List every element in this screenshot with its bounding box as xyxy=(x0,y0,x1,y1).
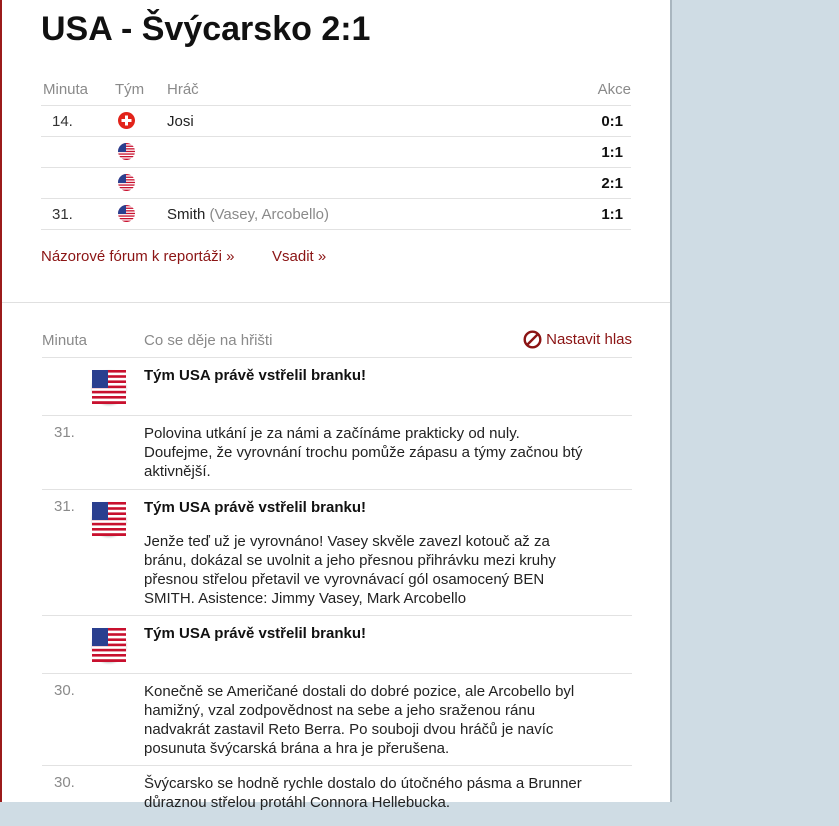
goal-assist: (Vasey, Arcobello) xyxy=(209,206,330,223)
goal-player: Smith (Vasey, Arcobello) xyxy=(167,206,330,223)
event-minute: 30. xyxy=(54,682,75,699)
event-headline: Tým USA právě vstřelil branku! xyxy=(144,625,367,642)
event-headline: Tým USA právě vstřelil branku! xyxy=(144,499,367,516)
event-body: Švýcarsko se hodně rychle dostalo do útočného pásma a Brunner důraznou střelou protáhl Connora Hellebucka. xyxy=(144,775,582,811)
list-item xyxy=(42,766,632,826)
goals-table-header xyxy=(41,76,631,106)
set-voice-label: Nastavit hlas xyxy=(546,331,632,348)
usa-flag-icon xyxy=(92,370,126,404)
event-headline: Tým USA právě vstřelil branku! xyxy=(144,367,367,384)
set-voice-button[interactable] xyxy=(523,330,632,349)
bet-link[interactable]: Vsadit » xyxy=(272,248,327,265)
table-row xyxy=(41,168,631,199)
page-title: USA - Švýcarsko 2:1 xyxy=(41,10,371,48)
header-minute: Minuta xyxy=(43,81,89,98)
event-text xyxy=(144,424,584,481)
event-text xyxy=(144,498,584,608)
event-text xyxy=(144,682,584,758)
section-divider xyxy=(2,302,670,303)
usa-flag-icon xyxy=(118,205,135,222)
list-item xyxy=(42,674,632,766)
header-action: Akce xyxy=(597,81,631,98)
goal-score: 1:1 xyxy=(601,206,623,223)
goal-score: 0:1 xyxy=(601,113,623,130)
header-events: Co se děje na hřišti xyxy=(144,332,273,349)
event-minute: 31. xyxy=(54,424,75,441)
usa-flag-icon xyxy=(92,628,126,662)
goal-score: 1:1 xyxy=(601,144,623,161)
event-minute: 31. xyxy=(54,498,75,515)
table-row xyxy=(41,199,631,230)
usa-flag-icon xyxy=(118,174,135,191)
list-item xyxy=(42,358,632,416)
event-body: Polovina utkání je za námi a začínáme prakticky od nuly. Doufejme, že vyrovnání trochu pomůže zápasu a týmy začnou btý aktivnější. xyxy=(144,425,583,480)
forum-link[interactable]: Názorové fórum k reportáži » xyxy=(41,248,235,265)
list-item xyxy=(42,616,632,674)
goal-player: Josi xyxy=(167,113,194,130)
goal-minute: 14. xyxy=(52,113,73,130)
usa-flag-icon xyxy=(118,143,135,160)
event-minute: 30. xyxy=(54,774,75,791)
goal-minute: 31. xyxy=(52,206,73,223)
list-item xyxy=(42,416,632,490)
header-team: Tým xyxy=(115,81,145,98)
mute-icon xyxy=(523,330,542,349)
swiss-flag-icon xyxy=(118,112,135,129)
list-item xyxy=(42,490,632,616)
goals-table xyxy=(41,76,631,230)
table-row xyxy=(41,137,631,168)
commentary-feed xyxy=(42,327,632,826)
event-text xyxy=(144,366,584,385)
goal-score: 2:1 xyxy=(601,175,623,192)
event-text xyxy=(144,624,584,643)
usa-flag-icon xyxy=(92,502,126,536)
commentary-header xyxy=(42,327,632,358)
event-body: Jenže teď už je vyrovnáno! Vasey skvěle zavezl kotouč až za bránu, dokázal se uvolnit a jeho přesnou přihrávku mezi kruhy přesnou střelou přetavil ve vyrovnávací gól osamocený BEN SMITH. Asistence: Jimmy Vasey, Mark Arcobello xyxy=(144,533,556,607)
event-body: Konečně se Američané dostali do dobré pozice, ale Arcobello byl hamižný, vzal zodpovědnost na sebe a jeho sraženou ránu nadvakrát zastavil Reto Berra. Po souboji dvou hráčů je navíc posunuta švýcarská brána a hra je přerušena. xyxy=(144,683,575,757)
header-minute: Minuta xyxy=(42,332,88,349)
table-row xyxy=(41,106,631,137)
event-text xyxy=(144,774,584,812)
match-report-panel xyxy=(2,0,672,811)
header-player: Hráč xyxy=(167,81,199,98)
